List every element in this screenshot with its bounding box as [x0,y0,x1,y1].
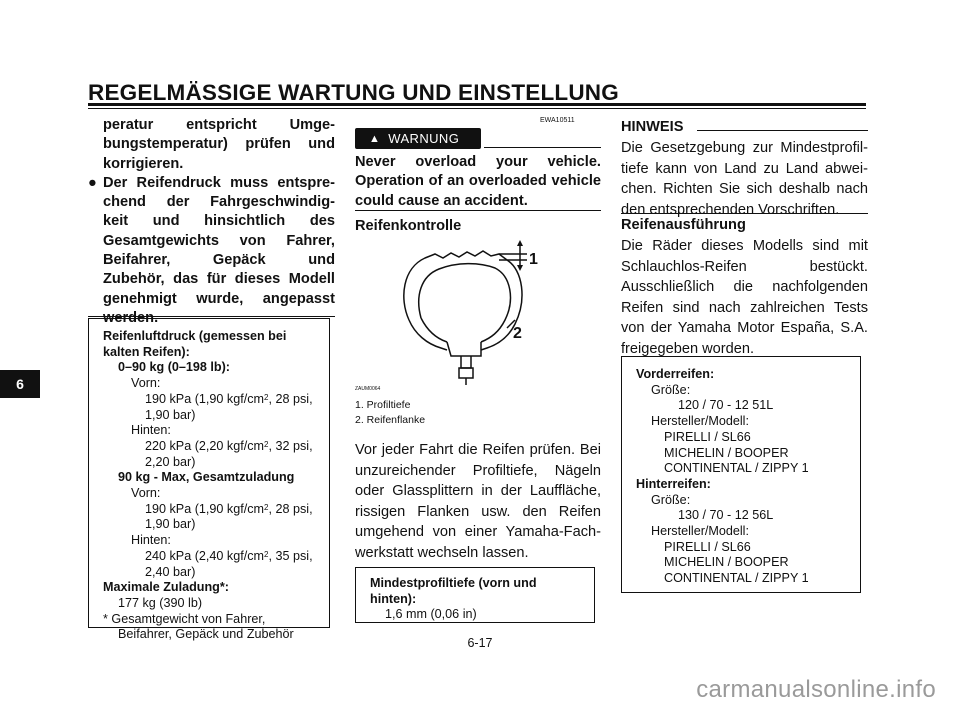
pressure-bar: 2,40 bar) [145,564,196,579]
maker-label: Hersteller/Modell: [651,524,749,539]
tire-model: CONTINENTAL / ZIPPY 1 [664,461,809,476]
warning-rule [484,147,601,148]
watermark: carmanualsonline.info [696,676,936,703]
box-heading: Reifenluftdruck (gemessen bei [103,329,287,343]
warning-code: EWA10511 [540,117,575,124]
text-line: Gesamtgewichts von Fahrer, [103,232,335,249]
front-label: Vorn: [131,376,161,391]
load-range: 0–90 kg (0–198 lb): [118,360,231,375]
tire-check-heading: Reifenkontrolle [355,218,462,234]
text-line: Zubehör, das für dieses Modell [103,271,335,288]
tire-model: PIRELLI / SL66 [664,539,751,554]
bullet-item [88,174,335,193]
box-heading: Mindestprofiltiefe (vorn und [370,576,537,590]
tire-model: CONTINENTAL / ZIPPY 1 [664,571,809,586]
tire-model: MICHELIN / BOOPER [664,445,789,460]
warning-label-text: WARNUNG [388,131,460,146]
tread-depth-box [355,567,595,623]
max-load-value: 177 kg (390 lb) [118,595,203,610]
text-line: korrigieren. [103,155,184,172]
warning-label [355,128,481,149]
bullet-icon: ● [88,174,97,191]
superscript: 2 [264,392,269,402]
warning-triangle-icon: ▲ [369,132,381,145]
superscript: 2 [264,502,269,512]
figure-captions [355,398,425,428]
tire-size: 120 / 70 - 12 51L [678,398,774,413]
tire-check-text: Vor jeder Fahrt die Reifen prüfen. Bei unzureichender Profiltiefe, Nägeln oder Glassplittern in der Lauffläche, rissigen Flanken usw. den Reifen umgehend von einer Yamaha-Fach-werkstatt wechseln lassen. [355,442,601,561]
pressure-value: , 35 psi, [268,548,313,563]
tread-depth-value: 1,6 mm (0,06 in) [385,607,477,622]
title-rule-thin [88,108,866,109]
rear-label: Hinten: [131,533,171,548]
text-line: peratur entspricht Umge- [103,117,335,133]
hinweis-heading: HINWEIS [621,119,684,135]
hinweis-rule [697,130,868,131]
warning-text: Never overload your vehicle. Operation of an overloaded vehicle could cause an accident. [355,154,601,209]
approved-tires-box [621,356,861,593]
chapter-tab: 6 [0,370,40,398]
maker-label: Hersteller/Modell: [651,414,749,429]
tire-pressure-box [88,318,330,642]
text-line: genehmigt wurde, angepasst [103,290,335,307]
front-pressure [103,392,325,408]
rear-label: Hinten: [131,423,171,438]
footnote: Beifahrer, Gepäck und Zubehör [118,627,294,642]
text-line: werden. [103,309,159,326]
tire-model: PIRELLI / SL66 [664,429,751,444]
front-tire-label: Vorderreifen: [636,367,715,381]
tire-type-text: Die Räder dieses Modells sind mit Schlauchlos-Reifen bestückt. Ausschließlich die nachfolgenden Reifen sind nach zahlreichen Tests von der Yamaha Motor España, S.A. freigegeben worden. [621,238,868,357]
superscript: 2 [264,549,269,559]
front-pressure [103,502,325,518]
caption-tread-depth: 1. Profiltiefe [355,399,411,411]
front-label: Vorn: [131,486,161,501]
tire-model: MICHELIN / BOOPER [664,555,789,570]
pressure-value: 190 kPa (1,90 kgf/cm [145,501,265,516]
pressure-value: 190 kPa (1,90 kgf/cm [145,391,265,406]
box-heading: kalten Reifen): [103,344,190,359]
text-line: chend der Fahrgeschwindig- [103,194,335,211]
page-number: 6-17 [467,636,493,650]
pressure-bar: 1,90 bar) [145,517,196,532]
caption-sidewall: 2. Reifenflanke [355,413,426,426]
figure-code: ZAUM0064 [355,386,381,392]
box-heading: hinten): [370,591,417,606]
warning-bottom-rule [355,210,601,211]
text-line: Der Reifendruck muss entspre- [103,174,335,191]
tire-cross-section-figure [395,238,545,390]
hinweis-text: Die Gesetzgebung zur Mindestprofil-tiefe kann von Land zu Land abwei-chen. Richten Sie sich deshalb nach den entsprechenden Vorschriften. [621,140,868,218]
pressure-value: , 32 psi, [268,438,313,453]
callout-2: 2 [513,325,522,342]
tire-size: 130 / 70 - 12 56L [678,508,774,523]
pressure-bar: 1,90 bar) [145,407,196,422]
hinweis-bottom-rule [621,213,868,214]
pressure-value: , 28 psi, [268,391,313,406]
tire-type-heading: Reifenausführung [621,217,746,233]
rear-pressure [103,439,325,455]
rear-pressure [103,549,325,565]
page-title: REGELMÄSSIGE WARTUNG UND EINSTELLUNG [88,80,619,105]
text-line: Beifahrer, Gepäck und [103,252,335,269]
footnote: * Gesamtgewicht von Fahrer, [103,611,266,626]
pressure-value: 240 kPa (2,40 kgf/cm [145,548,265,563]
pressure-value: , 28 psi, [268,501,313,516]
load-range: 90 kg - Max, Gesamtzuladung [118,470,295,485]
rear-tire-label: Hinterreifen: [636,476,711,491]
size-label: Größe: [651,492,691,507]
pressure-value: 220 kPa (2,20 kgf/cm [145,438,265,453]
callout-1: 1 [529,251,538,268]
superscript: 2 [264,439,269,449]
tire-illustration [404,240,527,385]
section-rule [88,316,335,317]
title-rule [88,103,866,106]
size-label: Größe: [651,382,691,397]
pressure-bar: 2,20 bar) [145,454,196,469]
max-load-label: Maximale Zuladung*: [103,580,229,595]
pressure-instructions [88,116,335,328]
text-line: keit und hinsichtlich des [103,213,335,230]
text-line: bungstemperatur) prüfen und [103,136,335,153]
